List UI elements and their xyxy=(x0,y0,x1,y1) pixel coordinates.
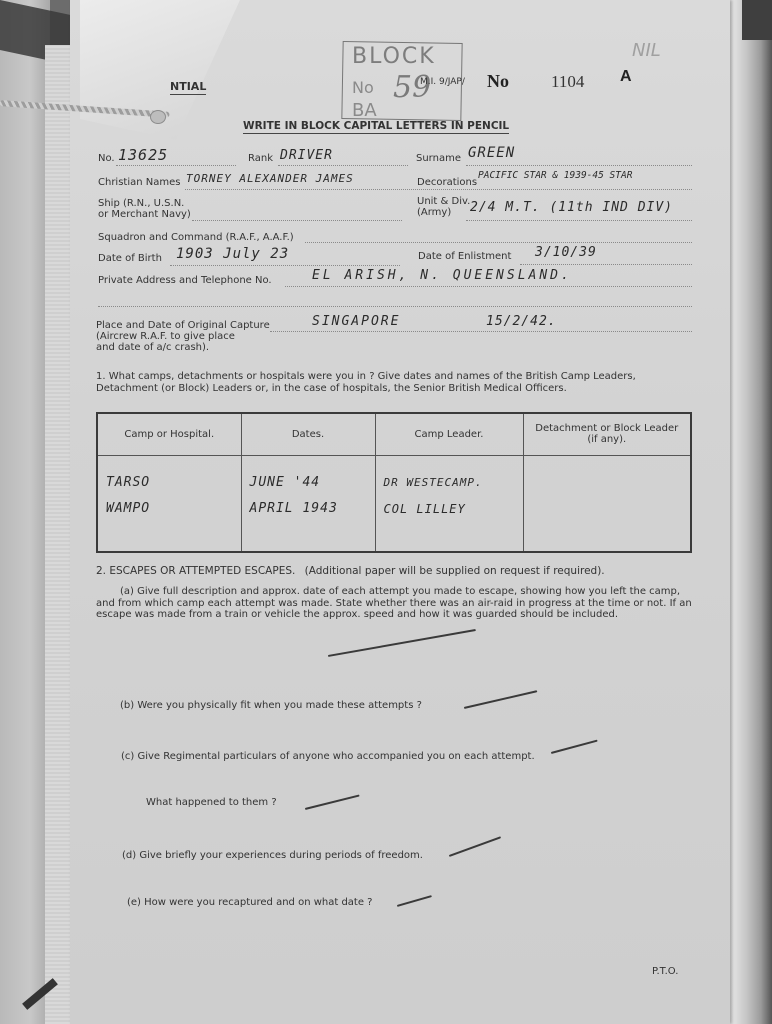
rank-value: DRIVER xyxy=(280,148,333,163)
background-window xyxy=(742,0,772,40)
form-suffix: A xyxy=(620,68,632,85)
mi9-reference: M.I. 9/JAP/ xyxy=(420,77,465,87)
margin-note: NIL xyxy=(632,40,661,61)
camp-entry-2: WAMPO xyxy=(106,500,151,516)
number-value: 13625 xyxy=(118,146,169,164)
camp-cell xyxy=(97,455,241,552)
camps-table xyxy=(96,412,692,553)
leader-cell xyxy=(375,455,523,552)
stamp-ba-text: BA xyxy=(352,100,377,121)
dates-entry-2: APRIL 1943 xyxy=(249,500,338,516)
question-2c: (c) Give Regimental particulars of anyone who accompanied you on each attempt. xyxy=(121,751,535,762)
surname-label: Surname xyxy=(416,153,461,164)
unit-label: Unit & Div. (Army) xyxy=(417,196,471,218)
question-2e: (e) How were you recaptured and on what date ? xyxy=(127,897,373,908)
col-leader-header: Camp Leader. xyxy=(375,413,523,455)
block-leader-cell xyxy=(523,455,691,552)
leader-entry-1: DR WESTECAMP. xyxy=(383,475,483,489)
string-knot xyxy=(150,110,166,124)
address-label: Private Address and Telephone No. xyxy=(98,275,272,286)
dates-entry-1: JUNE '44 xyxy=(249,474,321,490)
ship-label: Ship (R.N., U.S.N. or Merchant Navy) xyxy=(98,198,191,220)
dob-value: 1903 July 23 xyxy=(176,246,290,262)
col-dates-header: Dates. xyxy=(241,413,375,455)
christian-names-label: Christian Names xyxy=(98,177,181,188)
camp-entry-1: TARSO xyxy=(106,474,151,490)
question-2d: (d) Give briefly your experiences during periods of freedom. xyxy=(122,850,423,861)
pto-label: P.T.O. xyxy=(652,966,679,977)
enlistment-label: Date of Enlistment xyxy=(418,251,512,262)
decorations-value: PACIFIC STAR & 1939-45 STAR xyxy=(478,170,633,181)
instruction-heading: WRITE IN BLOCK CAPITAL LETTERS IN PENCIL xyxy=(243,120,510,132)
enlistment-value: 3/10/39 xyxy=(535,245,597,260)
decorations-label: Decorations xyxy=(417,177,478,188)
squadron-label: Squadron and Command (R.A.F., A.A.F.) xyxy=(98,232,294,243)
surname-value: GREEN xyxy=(468,145,516,161)
christian-names-value: TORNEY ALEXANDER JAMES xyxy=(186,172,354,185)
col-camp-header: Camp or Hospital. xyxy=(97,413,241,455)
col-block-leader-header: Detachment or Block Leader (if any). xyxy=(523,413,691,455)
question-2b: (b) Were you physically fit when you made these attempts ? xyxy=(120,700,422,711)
capture-label: Place and Date of Original Capture (Aircrew R.A.F. to give place and date of a/c crash). xyxy=(96,320,270,353)
form-number: 1104 xyxy=(551,72,585,91)
table-row xyxy=(97,455,691,552)
capture-date: 15/2/42. xyxy=(486,314,557,329)
section1-question: 1. What camps, detachments or hospitals were you in ? Give dates and names of the British Camp Leaders, Detachment (or Block) Leaders or, in the case of hospitals, the Senior British Medical Officers. xyxy=(96,371,636,394)
leader-entry-2: COL LILLEY xyxy=(383,501,466,516)
binder-cover xyxy=(0,0,50,1024)
stamp-handwritten-number: 59 xyxy=(393,70,432,105)
rank-label: Rank xyxy=(248,153,273,164)
address-value: EL ARISH, N. QUEENSLAND. xyxy=(312,268,572,283)
section2-title: 2. ESCAPES OR ATTEMPTED ESCAPES. (Additional paper will be supplied on request if required). xyxy=(96,565,605,577)
table-header-row xyxy=(97,413,691,455)
classification-label: NTIAL xyxy=(170,80,207,93)
form-number-label: No xyxy=(487,71,509,91)
question-2a: (a) Give full description and approx. date of each attempt you made to escape, showing how you left the camp, and from which camp each attempt was made. State whether there was an air-raid in progress at the time or not. If an escape was made from a train or vehicle the approx. speed and how it was guarded should be included. xyxy=(96,586,692,620)
dates-cell xyxy=(241,455,375,552)
dob-label: Date of Birth xyxy=(98,253,162,264)
question-2c-followup: What happened to them ? xyxy=(146,797,277,808)
number-label: No. xyxy=(98,153,115,164)
capture-place: SINGAPORE xyxy=(312,314,401,329)
unit-value: 2/4 M.T. (11th IND DIV) xyxy=(470,200,674,215)
stamp-no-text: No xyxy=(352,78,374,97)
stamp-block-text: BLOCK xyxy=(352,44,436,69)
